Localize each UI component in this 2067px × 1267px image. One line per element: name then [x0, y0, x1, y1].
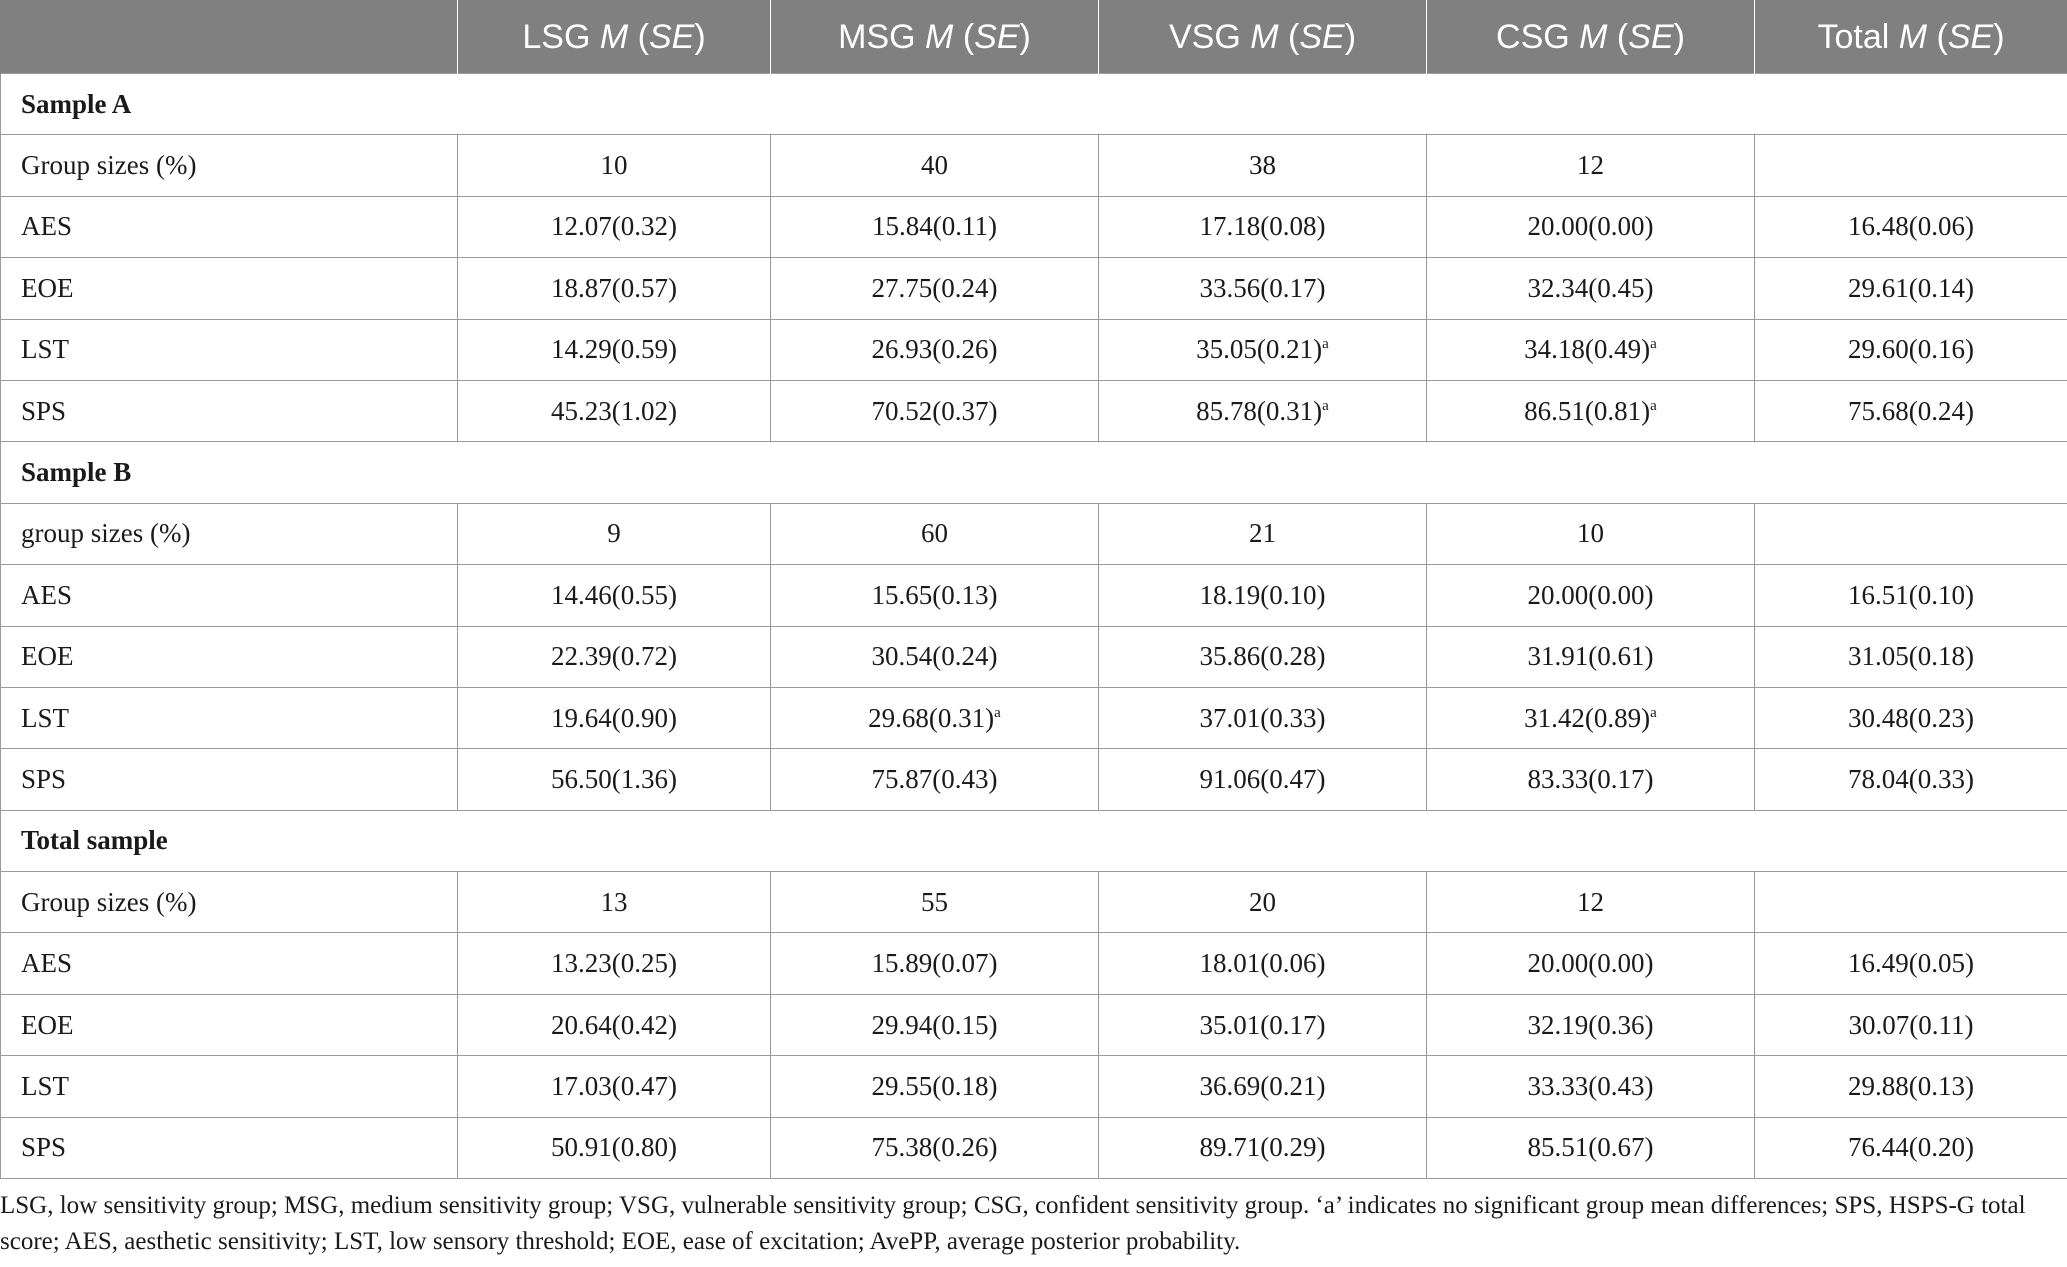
- cell-value: 31.91(0.61): [1527, 641, 1654, 672]
- table-row: [1, 933, 2067, 994]
- cell-value: 12: [1577, 150, 1604, 181]
- table-cell: [458, 380, 771, 441]
- table-header: [1, 1, 2067, 74]
- table-cell: [771, 196, 1099, 257]
- table-row: [1, 258, 2067, 319]
- table-cell: [771, 749, 1099, 810]
- cell-value: 18.87(0.57): [551, 272, 677, 303]
- cell-value: 29.94(0.15): [871, 1009, 998, 1040]
- table-cell: [458, 626, 771, 687]
- table-cell: [1427, 872, 1755, 933]
- table-cell: [1427, 135, 1755, 196]
- row-label: group sizes (%): [1, 503, 458, 564]
- cell-value: 30.54(0.24): [871, 641, 998, 672]
- table-cell: [1099, 1056, 1427, 1117]
- column-header-label: LSG: [522, 17, 600, 56]
- cell-value: 75.87(0.43): [871, 763, 998, 794]
- table-cell: [458, 135, 771, 196]
- column-header-stat: M: [1250, 17, 1279, 56]
- table-cell: [458, 258, 771, 319]
- table-cell: [458, 933, 771, 994]
- significance-note-marker: a: [1322, 397, 1329, 414]
- column-header: VSG M (SE): [1099, 1, 1427, 74]
- row-label: SPS: [1, 380, 458, 441]
- cell-value: 36.69(0.21): [1199, 1070, 1326, 1101]
- cell-value: 33.56(0.17): [1199, 272, 1326, 303]
- table-cell: [1427, 1117, 1755, 1178]
- column-header-stat: M: [1579, 17, 1608, 56]
- header-row: [1, 1, 2067, 74]
- table-cell: [1755, 565, 2067, 626]
- table-cell: [1099, 503, 1427, 564]
- column-header-se: SE: [1299, 17, 1345, 56]
- table-cell: [771, 933, 1099, 994]
- table-row: [1, 994, 2067, 1055]
- table-row: [1, 319, 2067, 380]
- row-label: LST: [1, 687, 458, 748]
- table-cell: [1099, 258, 1427, 319]
- column-header-stat: M: [1898, 17, 1928, 56]
- cell-value: 60: [921, 518, 948, 549]
- cell-value: 15.84(0.11): [872, 211, 997, 242]
- table-cell: [1427, 1056, 1755, 1117]
- table-row: [1, 1117, 2067, 1178]
- cell-value: 89.71(0.29): [1199, 1132, 1326, 1163]
- table-cell: [1099, 933, 1427, 994]
- table-cell: [1099, 135, 1427, 196]
- cell-value: 31.42(0.89): [1524, 702, 1651, 733]
- cell-value: 34.18(0.49): [1524, 334, 1651, 365]
- cell-value: 21: [1249, 518, 1276, 549]
- section-title: Sample A: [1, 74, 2067, 135]
- column-header-se: SE: [648, 17, 695, 56]
- cell-value: 38: [1249, 150, 1276, 181]
- table-row: [1, 1056, 2067, 1117]
- table-cell: [1755, 135, 2067, 196]
- table-cell: [771, 1117, 1099, 1178]
- cell-value: 70.52(0.37): [871, 395, 998, 426]
- column-header: CSG M (SE): [1427, 1, 1755, 74]
- table-row: [1, 565, 2067, 626]
- table-cell: [1427, 319, 1755, 380]
- cell-value: 19.64(0.90): [551, 702, 677, 733]
- column-header: LSG M (SE): [458, 1, 771, 74]
- table-cell: [1755, 749, 2067, 810]
- table-cell: [1427, 380, 1755, 441]
- cell-value: 15.65(0.13): [871, 579, 998, 610]
- column-header-se: SE: [974, 17, 1020, 56]
- cell-value: 56.50(1.36): [551, 763, 677, 794]
- cell-value: 16.48(0.06): [1848, 211, 1974, 242]
- cell-value: 17.03(0.47): [551, 1070, 677, 1101]
- table-row: [1, 135, 2067, 196]
- table-cell: [1427, 994, 1755, 1055]
- table-cell: [458, 994, 771, 1055]
- column-header-label: CSG: [1496, 17, 1580, 56]
- table-cell: [1755, 1117, 2067, 1178]
- table-body: [1, 74, 2067, 1179]
- table-cell: [771, 319, 1099, 380]
- cell-value: 40: [921, 150, 948, 181]
- cell-value: 14.46(0.55): [551, 579, 677, 610]
- row-label: EOE: [1, 258, 458, 319]
- cell-value: 33.33(0.43): [1527, 1070, 1654, 1101]
- row-label: AES: [1, 565, 458, 626]
- cell-value: 83.33(0.17): [1527, 763, 1654, 794]
- cell-value: 18.01(0.06): [1199, 948, 1326, 979]
- cell-value: 12.07(0.32): [551, 211, 677, 242]
- table-cell: [1099, 196, 1427, 257]
- table-cell: [1755, 258, 2067, 319]
- row-label: EOE: [1, 626, 458, 687]
- cell-value: 29.60(0.16): [1848, 334, 1974, 365]
- table-row: [1, 749, 2067, 810]
- section-row: [1, 74, 2067, 135]
- cell-value: 29.68(0.31): [868, 702, 995, 733]
- table-cell: [771, 626, 1099, 687]
- table-cell: [1755, 872, 2067, 933]
- table-cell: [1427, 503, 1755, 564]
- row-label: Group sizes (%): [1, 872, 458, 933]
- column-header-se: SE: [1947, 17, 1994, 56]
- row-label: SPS: [1, 749, 458, 810]
- table-row: [1, 196, 2067, 257]
- table-cell: [458, 749, 771, 810]
- cell-value: 20.00(0.00): [1527, 948, 1654, 979]
- table-cell: [1099, 319, 1427, 380]
- cell-value: 35.01(0.17): [1199, 1009, 1326, 1040]
- table-cell: [1755, 1056, 2067, 1117]
- table-cell: [1755, 319, 2067, 380]
- cell-value: 13: [600, 886, 628, 917]
- table-cell: [1427, 565, 1755, 626]
- table-cell: [1427, 933, 1755, 994]
- row-label: SPS: [1, 1117, 458, 1178]
- cell-value: 20.00(0.00): [1527, 579, 1654, 610]
- table-cell: [1099, 1117, 1427, 1178]
- table-cell: [458, 687, 771, 748]
- cell-value: 13.23(0.25): [551, 948, 677, 979]
- cell-value: 9: [607, 518, 621, 549]
- table-cell: [1755, 994, 2067, 1055]
- cell-value: 86.51(0.81): [1524, 395, 1651, 426]
- table-cell: [458, 319, 771, 380]
- table-cell: [458, 872, 771, 933]
- row-label: LST: [1, 319, 458, 380]
- cell-value: 78.04(0.33): [1848, 763, 1974, 794]
- cell-value: 12: [1577, 886, 1604, 917]
- cell-value: 29.88(0.13): [1848, 1070, 1974, 1101]
- column-header: MSG M (SE): [771, 1, 1099, 74]
- cell-value: 35.86(0.28): [1199, 641, 1326, 672]
- section-row: [1, 810, 2067, 871]
- table-cell: [1755, 380, 2067, 441]
- cell-value: 10: [1577, 518, 1604, 549]
- cell-value: 26.93(0.26): [871, 334, 998, 365]
- row-label: Group sizes (%): [1, 135, 458, 196]
- table-cell: [1099, 687, 1427, 748]
- header-cell-blank: [1, 1, 458, 74]
- cell-value: 18.19(0.10): [1199, 579, 1326, 610]
- cell-value: 29.55(0.18): [871, 1070, 998, 1101]
- table-cell: [1099, 565, 1427, 626]
- row-label: LST: [1, 1056, 458, 1117]
- table-cell: [771, 1056, 1099, 1117]
- row-label: AES: [1, 933, 458, 994]
- table-cell: [458, 565, 771, 626]
- cell-value: 17.18(0.08): [1199, 211, 1326, 242]
- row-label: EOE: [1, 994, 458, 1055]
- table-cell: [771, 872, 1099, 933]
- table-cell: [1427, 196, 1755, 257]
- table-cell: [458, 503, 771, 564]
- table-cell: [771, 380, 1099, 441]
- table-cell: [1755, 933, 2067, 994]
- cell-value: 85.78(0.31): [1196, 395, 1323, 426]
- cell-value: 16.51(0.10): [1848, 579, 1974, 610]
- cell-value: 30.07(0.11): [1848, 1009, 1974, 1040]
- significance-note-marker: a: [994, 704, 1001, 721]
- row-label: AES: [1, 196, 458, 257]
- table-cell: [458, 1056, 771, 1117]
- section-title: Total sample: [1, 810, 2067, 871]
- column-header: Total M (SE): [1755, 1, 2067, 74]
- table-row: [1, 687, 2067, 748]
- table-cell: [1427, 626, 1755, 687]
- table-cell: [1099, 626, 1427, 687]
- column-header-stat: M: [925, 17, 954, 56]
- cell-value: 32.34(0.45): [1527, 272, 1654, 303]
- cell-value: 14.29(0.59): [551, 334, 677, 365]
- cell-value: 31.05(0.18): [1848, 641, 1974, 672]
- cell-value: 50.91(0.80): [551, 1132, 677, 1163]
- cell-value: 55: [921, 886, 948, 917]
- table-cell: [771, 503, 1099, 564]
- table-cell: [1755, 196, 2067, 257]
- table-row: [1, 872, 2067, 933]
- table-cell: [1099, 749, 1427, 810]
- cell-value: 30.48(0.23): [1848, 702, 1974, 733]
- cell-value: 85.51(0.67): [1527, 1132, 1654, 1163]
- cell-value: 27.75(0.24): [871, 272, 998, 303]
- cell-value: 75.38(0.26): [871, 1132, 998, 1163]
- cell-value: 20: [1249, 886, 1276, 917]
- table-cell: [771, 135, 1099, 196]
- cell-value: 32.19(0.36): [1527, 1009, 1654, 1040]
- section-row: [1, 442, 2067, 503]
- table-row: [1, 380, 2067, 441]
- section-title: Sample B: [1, 442, 2067, 503]
- table-cell: [771, 687, 1099, 748]
- cell-value: 10: [600, 150, 628, 181]
- table-cell: [1427, 749, 1755, 810]
- table-cell: [1755, 626, 2067, 687]
- cell-value: 16.49(0.05): [1848, 948, 1974, 979]
- significance-note-marker: a: [1650, 704, 1657, 721]
- cell-value: 20.00(0.00): [1527, 211, 1654, 242]
- table-footnote: LSG, low sensitivity group; MSG, medium sensitivity group; VSG, vulnerable sensitivity group; CSG, confident sensitivity group. ‘a’ indicates no significant group mean differences; SPS, HSPS-G total score; AES, aesthetic sensitivity; LST, low sensory threshold; EOE, ease of excitation; AvePP, average posterior probability.: [0, 1192, 2026, 1255]
- column-header-label: Total: [1817, 17, 1899, 56]
- significance-note-marker: a: [1650, 336, 1657, 353]
- table-cell: [1099, 872, 1427, 933]
- cell-value: 91.06(0.47): [1199, 763, 1326, 794]
- significance-note-marker: a: [1322, 336, 1329, 353]
- cell-value: 37.01(0.33): [1199, 702, 1326, 733]
- table-cell: [1427, 687, 1755, 748]
- cell-value: 35.05(0.21): [1196, 334, 1323, 365]
- cell-value: 22.39(0.72): [551, 641, 677, 672]
- table-cell: [1099, 994, 1427, 1055]
- cell-value: 20.64(0.42): [551, 1009, 677, 1040]
- table-cell: [771, 565, 1099, 626]
- cell-value: 45.23(1.02): [551, 395, 677, 426]
- table-cell: [771, 994, 1099, 1055]
- cell-value: 29.61(0.14): [1848, 272, 1974, 303]
- cell-value: 15.89(0.07): [871, 948, 998, 979]
- table-cell: [1755, 503, 2067, 564]
- table-cell: [1099, 380, 1427, 441]
- column-header-se: SE: [1628, 17, 1674, 56]
- column-header-stat: M: [599, 17, 629, 56]
- table-cell: [1755, 687, 2067, 748]
- table-cell: [458, 1117, 771, 1178]
- column-header-label: MSG: [838, 17, 926, 56]
- significance-note-marker: a: [1650, 397, 1657, 414]
- table-cell: [1427, 258, 1755, 319]
- cell-value: 76.44(0.20): [1848, 1132, 1974, 1163]
- table-row: [1, 503, 2067, 564]
- column-header-label: VSG: [1168, 17, 1251, 56]
- cell-value: 75.68(0.24): [1848, 395, 1974, 426]
- table-row: [1, 626, 2067, 687]
- table-cell: [771, 258, 1099, 319]
- table-cell: [458, 196, 771, 257]
